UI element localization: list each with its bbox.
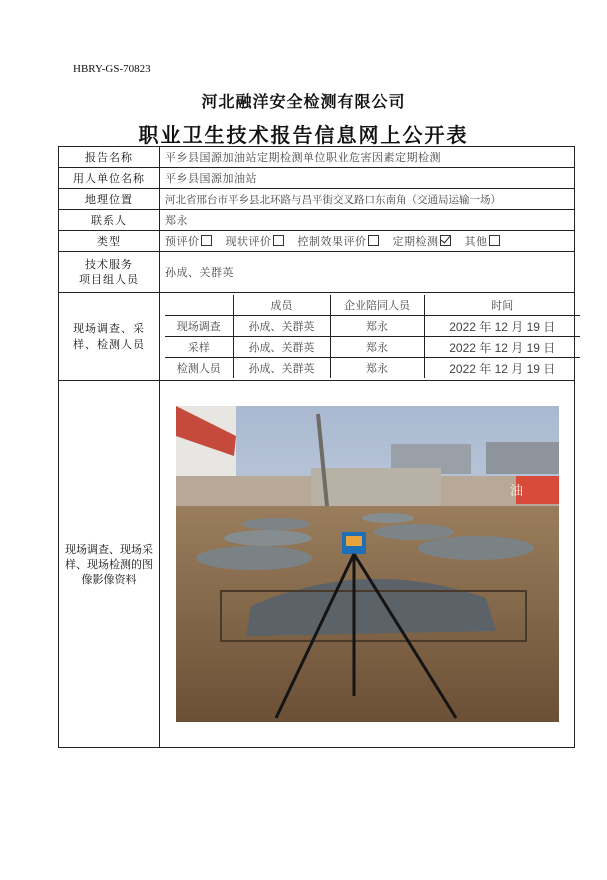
report-name-label: 报告名称: [59, 147, 160, 168]
row-employer: [59, 168, 575, 189]
type-option[interactable]: [226, 235, 284, 248]
table-cell: 2022 年 12 月 19 日: [424, 337, 580, 358]
type-option-label: 定期检测: [392, 235, 439, 248]
checkbox-icon[interactable]: [201, 235, 212, 246]
row-field-staff: [59, 293, 575, 381]
row-type: [59, 231, 575, 252]
type-option[interactable]: [465, 235, 500, 248]
table-cell: 郑永: [330, 316, 424, 337]
table-cell: 2022 年 12 月 19 日: [424, 316, 580, 337]
service-label-line2: 项目组人员: [79, 273, 139, 286]
type-option-label: 现状评价: [225, 235, 272, 248]
field-staff-header-row: [165, 295, 580, 316]
type-option[interactable]: [393, 235, 451, 248]
employer-label: 用人单位名称: [59, 168, 160, 189]
row-address: [59, 189, 575, 210]
service-label-line1: 技术服务: [85, 258, 133, 271]
page-title: 职业卫生技术报告信息网上公开表: [138, 123, 469, 147]
table-row: [165, 358, 580, 379]
table-cell: 孙成、关群英: [233, 358, 330, 379]
row-photo: [59, 381, 575, 748]
type-option-label: 其他: [464, 235, 488, 248]
photo-cell: [160, 381, 575, 748]
field-staff-label: 现场调查、采样、检测人员: [59, 293, 160, 381]
field-staff-table: [165, 295, 580, 378]
header-cell: 企业陪同人员: [330, 295, 424, 316]
row-service-team: [59, 252, 575, 293]
header-cell: 成员: [233, 295, 330, 316]
site-photo-illustration: [176, 406, 559, 722]
table-cell: 现场调查: [165, 316, 233, 337]
company-name: 河北融洋安全检测有限公司: [201, 92, 406, 111]
service-team-value: 孙成、关群英: [160, 252, 575, 293]
type-option-label: 控制效果评价: [297, 235, 367, 248]
checkbox-icon[interactable]: [273, 235, 284, 246]
report-name-value: 平乡县国源加油站定期检测单位职业危害因素定期检测: [160, 147, 575, 168]
address-label: 地理位置: [59, 189, 160, 210]
checkbox-icon[interactable]: [489, 235, 500, 246]
type-label: 类型: [59, 231, 160, 252]
table-cell: 2022 年 12 月 19 日: [424, 358, 580, 379]
site-photo: [176, 406, 559, 722]
photo-label: 现场调查、现场采样、现场检测的图像影像资料: [59, 381, 160, 748]
type-option[interactable]: [298, 235, 379, 248]
disclosure-table: [58, 146, 575, 748]
header-cell: 时间: [424, 295, 580, 316]
sign-text: 油: [509, 484, 523, 499]
table-row: [165, 316, 580, 337]
document-number: HBRY-GS-70823: [73, 63, 151, 75]
table-cell: 孙成、关群英: [233, 316, 330, 337]
type-options: [160, 231, 575, 252]
checkbox-icon[interactable]: [368, 235, 379, 246]
service-team-label: [59, 252, 160, 293]
type-option-label: 预评价: [165, 235, 200, 248]
table-cell: 孙成、关群英: [233, 337, 330, 358]
employer-value: 平乡县国源加油站: [160, 168, 575, 189]
checked-checkbox-icon[interactable]: [440, 235, 451, 246]
contact-value: 郑永: [160, 210, 575, 231]
table-cell: 检测人员: [165, 358, 233, 379]
row-report-name: [59, 147, 575, 168]
table-cell: 郑永: [330, 337, 424, 358]
contact-label: 联系人: [59, 210, 160, 231]
address-value: 河北省邢台市平乡县北环路与昌平街交叉路口东南角（交通局运输一场）: [160, 189, 575, 210]
field-staff-cell: [160, 293, 575, 381]
table-cell: 采样: [165, 337, 233, 358]
row-contact: [59, 210, 575, 231]
header-cell: [165, 295, 233, 316]
table-cell: 郑永: [330, 358, 424, 379]
type-option[interactable]: [165, 235, 212, 248]
table-row: [165, 337, 580, 358]
